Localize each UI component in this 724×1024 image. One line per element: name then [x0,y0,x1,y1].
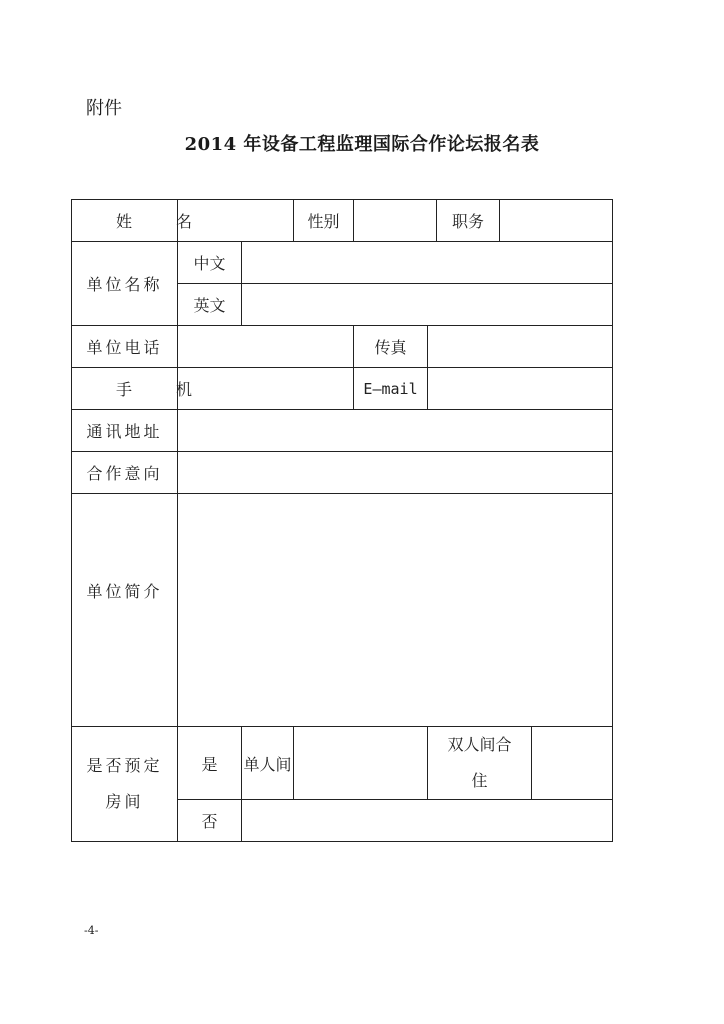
row-address [72,410,613,452]
form-title: 2014 年设备工程监理国际合作论坛报名表 [184,134,540,155]
row-room-yes [72,727,613,800]
intent-field[interactable] [178,452,613,494]
attachment-label: 附件 [86,98,122,119]
row-mobile [72,368,613,410]
room-single-label: 单人间 [242,727,294,800]
org-english-field[interactable] [242,284,613,326]
row-intent [72,452,613,494]
row-intro [72,494,613,727]
room-no-field[interactable] [242,800,613,842]
room-double-label: 双人间合住 [428,727,532,800]
org-chinese-label: 中文 [178,242,242,284]
fax-label: 传真 [354,326,428,368]
gender-field[interactable] [354,200,437,242]
phone-label: 单位电话 [72,326,178,368]
address-label: 通讯地址 [72,410,178,452]
room-yes-label: 是 [178,727,242,800]
page-number: -4- [84,924,99,937]
phone-field[interactable] [178,326,354,368]
room-no-label: 否 [178,800,242,842]
row-org-chinese [72,242,613,284]
name-label: 姓名 [72,200,178,242]
row-name [72,200,613,242]
address-field[interactable] [178,410,613,452]
gender-label: 性别 [294,200,354,242]
room-label: 是否预定房间 [72,727,178,842]
room-single-field[interactable] [294,727,428,800]
position-label: 职务 [437,200,500,242]
room-double-field[interactable] [532,727,613,800]
intro-field[interactable] [178,494,613,727]
registration-form-table [71,199,613,842]
org-english-label: 英文 [178,284,242,326]
intro-label: 单位简介 [72,494,178,727]
intent-label: 合作意向 [72,452,178,494]
fax-field[interactable] [428,326,613,368]
email-field[interactable] [428,368,613,410]
email-label: E—mail [354,368,428,410]
mobile-label: 手机 [72,368,178,410]
position-field[interactable] [500,200,613,242]
org-chinese-field[interactable] [242,242,613,284]
row-phone [72,326,613,368]
org-name-label: 单位名称 [72,242,178,326]
